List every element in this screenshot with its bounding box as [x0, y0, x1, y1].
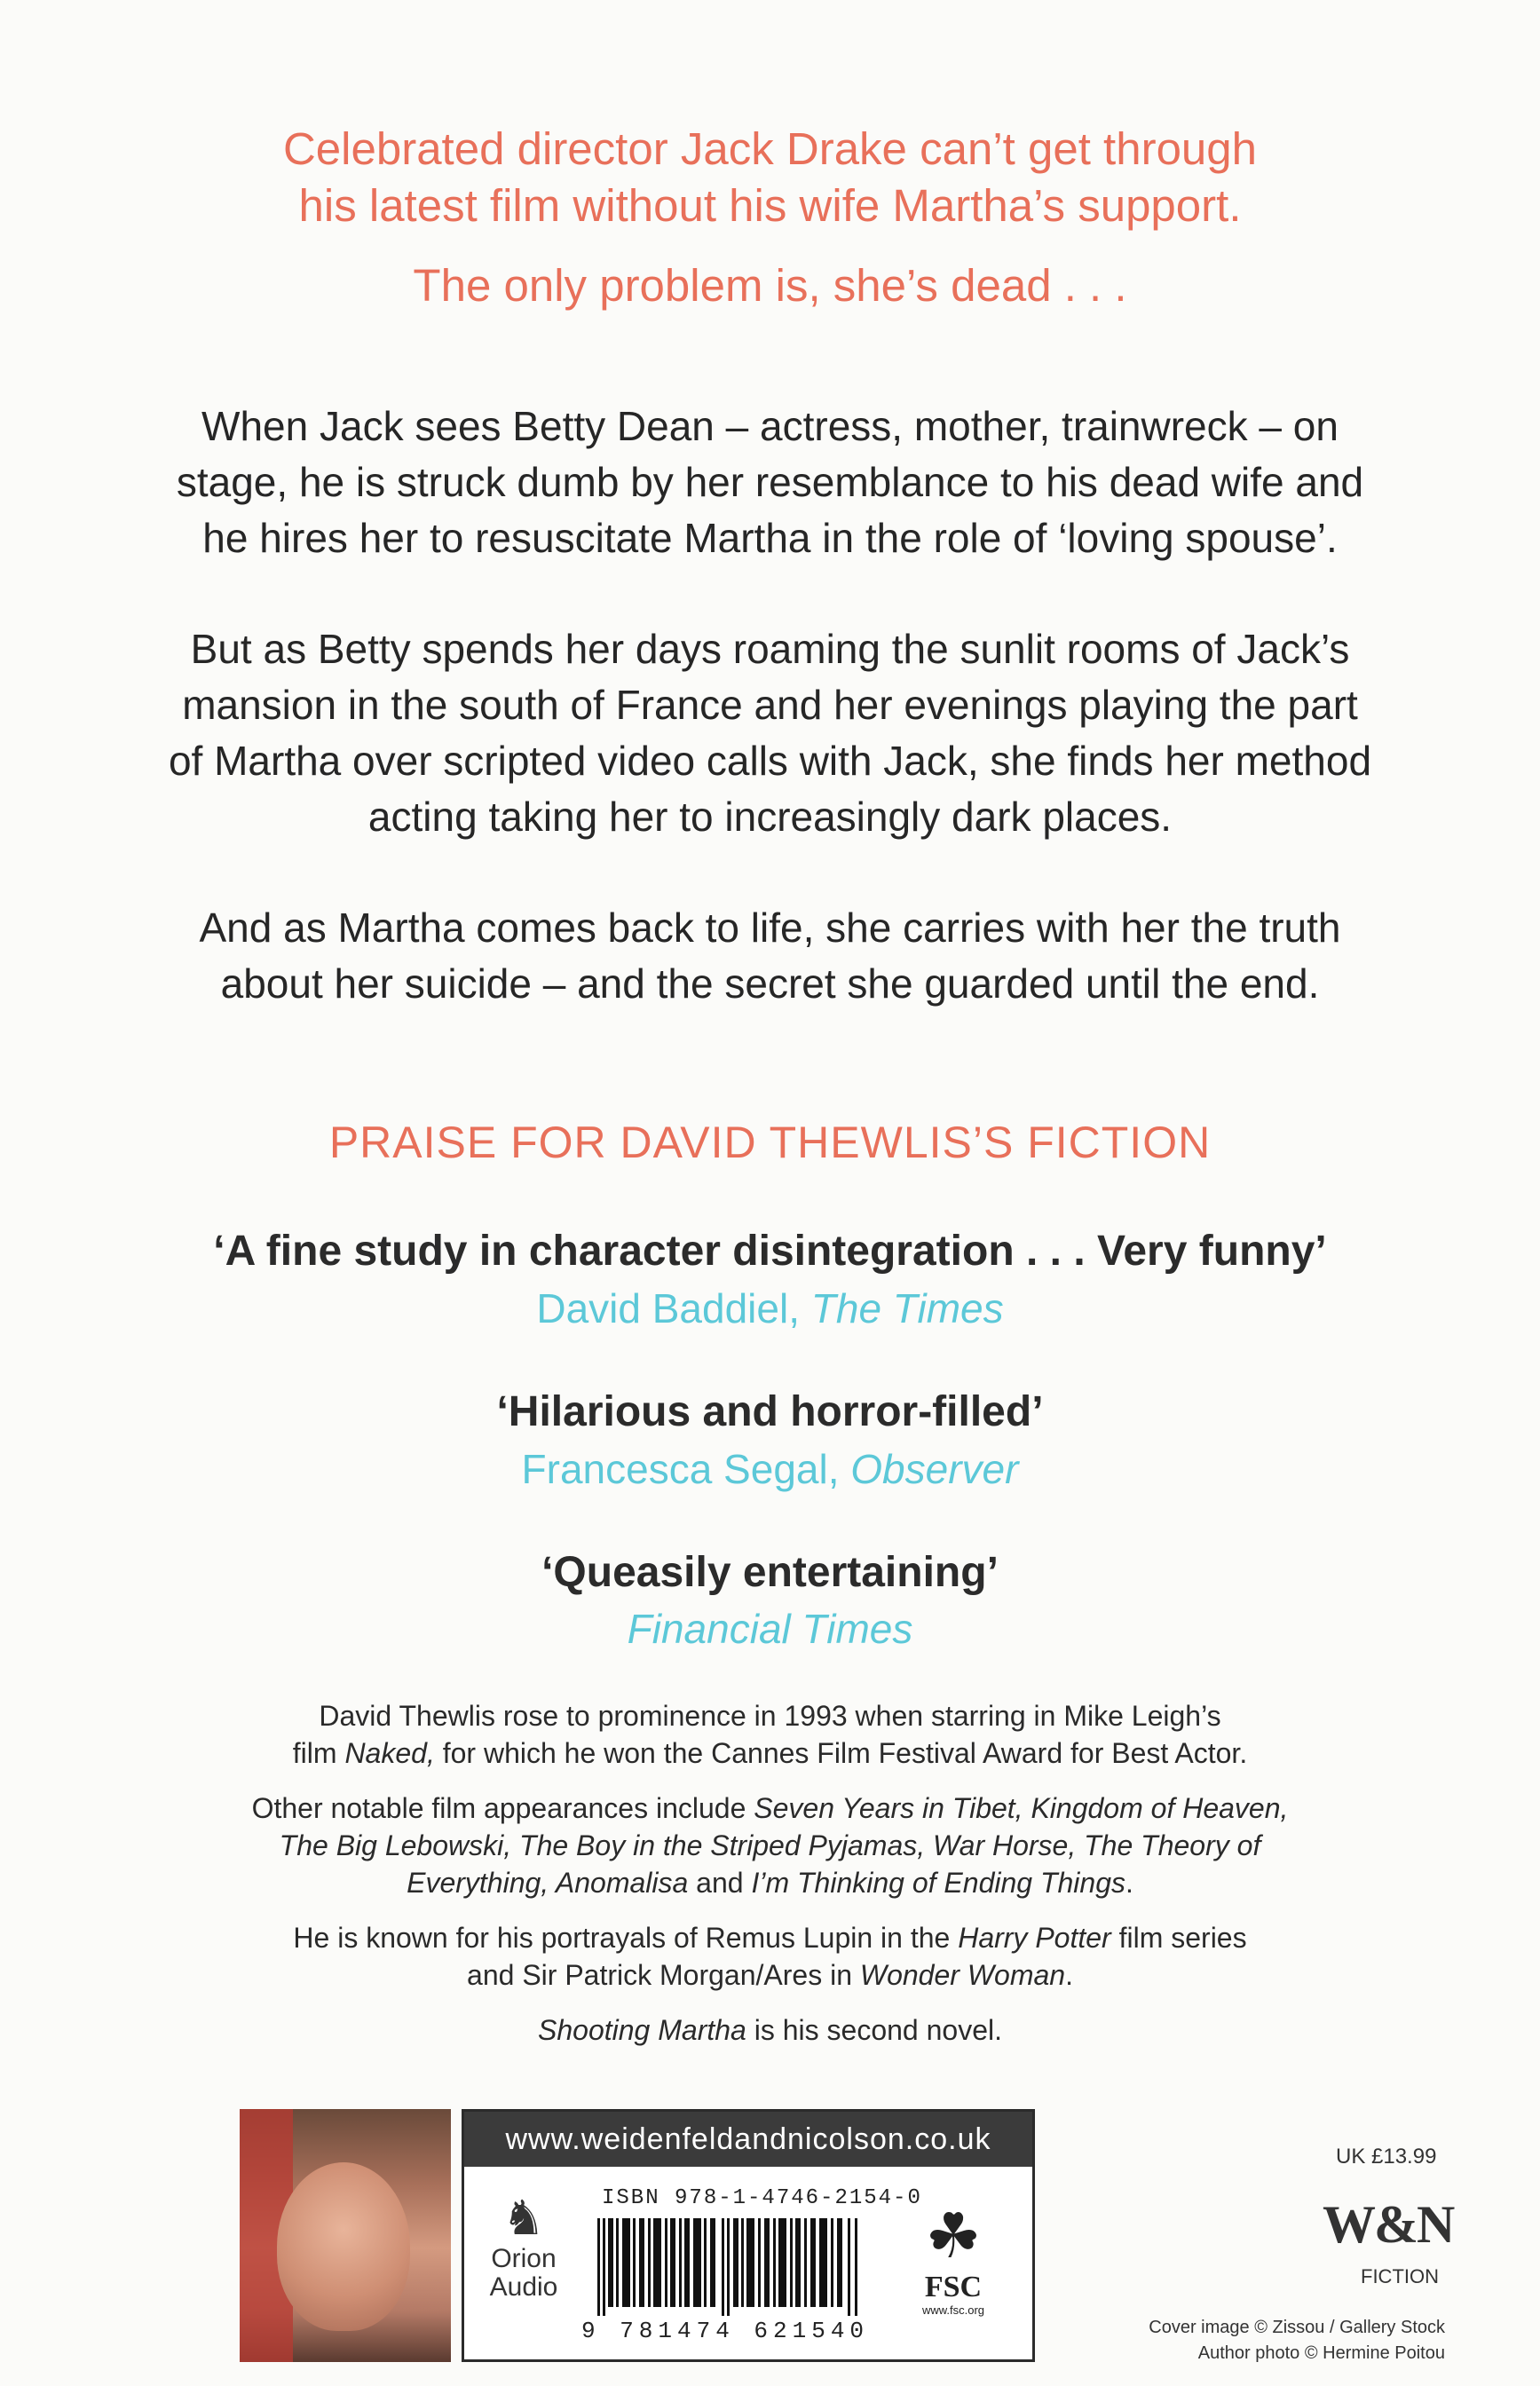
quote-2: ‘Hilarious and horror-filled’: [496, 1388, 1044, 1435]
barcode-digits: 9 781474 621540: [581, 2318, 870, 2344]
blurb-line: of Martha over scripted video calls with Jack, she finds her method: [168, 738, 1372, 784]
fsc-tree-icon: ☘: [925, 2201, 982, 2271]
blurb-line: stage, he is struck dumb by her resemblance to his dead wife and: [176, 459, 1364, 505]
isbn-text: ISBN 978-1-4746-2154-0: [602, 2186, 922, 2210]
bio-line: Other notable film appearances include Seven Years in Tibet, Kingdom of Heaven,: [251, 1792, 1289, 1824]
cover-credit: Cover image © Zissou / Gallery Stock: [1149, 2318, 1445, 2337]
blurb-line: he hires her to resuscitate Martha in the role of ‘loving spouse’.: [202, 515, 1338, 561]
quote-3-source: [0, 1605, 1540, 1653]
tagline: [0, 121, 1540, 314]
quote-3: ‘Queasily entertaining’: [541, 1549, 999, 1596]
blurb-paragraph-3: [0, 900, 1540, 1012]
quote-1: ‘A fine study in character disintegration . . . Very funny’: [213, 1228, 1327, 1275]
barcode-panel: [462, 2109, 1035, 2362]
photo-credit: Author photo © Hermine Poitou: [1197, 2343, 1445, 2363]
quote-1-source: [0, 1284, 1540, 1332]
author-bio: [0, 1697, 1540, 2049]
bio-line: He is known for his portrayals of Remus Lupin in the Harry Potter film series: [293, 1922, 1247, 1954]
blurb-line: mansion in the south of France and her evenings playing the part: [182, 682, 1358, 728]
bio-line: film Naked, for which he won the Cannes Film Festival Award for Best Actor.: [292, 1737, 1248, 1769]
tagline-line-2: his latest film without his wife Martha’s support.: [298, 180, 1242, 231]
price: UK £13.99: [1336, 2145, 1437, 2169]
blurb-line: acting taking her to increasingly dark places.: [367, 794, 1173, 840]
quote-publication: The Times: [810, 1285, 1004, 1331]
blurb-paragraph-1: [0, 399, 1540, 566]
blurb-line: When Jack sees Betty Dean – actress, mother, trainwreck – on: [201, 403, 1339, 449]
quote-author: David Baddiel,: [536, 1285, 800, 1331]
praise-heading: PRAISE FOR DAVID THEWLIS’S FICTION: [328, 1118, 1212, 1167]
publisher-url: www.weidenfeldandnicolson.co.uk: [464, 2112, 1032, 2167]
quote-author: Francesca Segal,: [521, 1446, 840, 1492]
bio-line: The Big Lebowski, The Boy in the Striped Pyjamas, War Horse, The Theory of: [279, 1829, 1261, 1861]
publisher-logo: W&N: [1323, 2195, 1454, 2254]
quote-publication: Financial Times: [627, 1606, 913, 1652]
category-label: FICTION: [1361, 2265, 1439, 2287]
image-credits: [1149, 2315, 1445, 2366]
blurb-line: And as Martha comes back to life, she carries with her the truth: [199, 905, 1341, 951]
bio-line: David Thewlis rose to prominence in 1993 when starring in Mike Leigh’s: [319, 1700, 1221, 1732]
author-photo: [240, 2109, 451, 2362]
blurb-line: But as Betty spends her days roaming the sunlit rooms of Jack’s: [190, 626, 1350, 672]
bio-line: Shooting Martha is his second novel.: [538, 2014, 1002, 2046]
orion-audio-logo: ♞ Orion Audio: [484, 2192, 564, 2302]
blurb-line: about her suicide – and the secret she guarded until the end.: [220, 960, 1320, 1007]
orion-horse-icon: ♞: [501, 2192, 546, 2245]
tagline-line-1: Celebrated director Jack Drake can’t get through: [282, 123, 1258, 174]
bio-line: and Sir Patrick Morgan/Ares in Wonder Woman.: [467, 1959, 1073, 1991]
bio-line: Everything, Anomalisa and I’m Thinking of Ending Things.: [407, 1867, 1133, 1899]
blurb-paragraph-2: [0, 621, 1540, 845]
quote-publication: Observer: [850, 1446, 1019, 1492]
fsc-logo: ☘ FSC www.fsc.org: [896, 2200, 1011, 2317]
tagline-line-3: The only problem is, she’s dead . . .: [413, 260, 1127, 311]
barcode-icon: [597, 2218, 864, 2316]
quote-2-source: [0, 1445, 1540, 1493]
